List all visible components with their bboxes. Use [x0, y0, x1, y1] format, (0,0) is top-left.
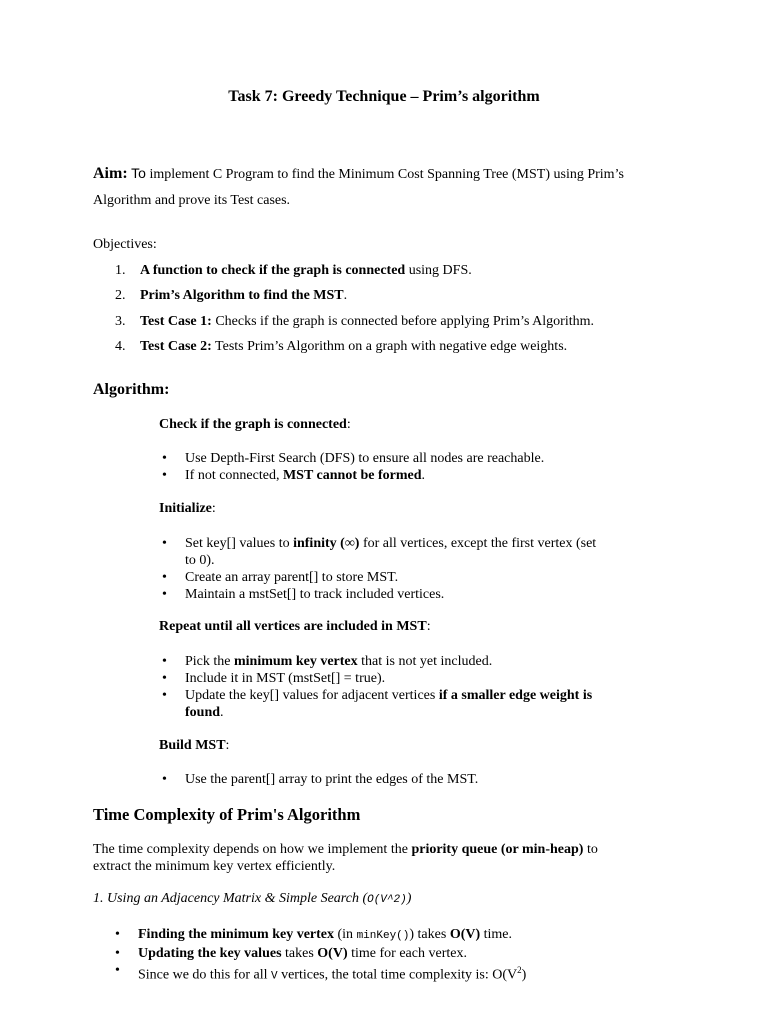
- para-text: to: [583, 842, 598, 857]
- build-mst-list: [159, 771, 659, 788]
- initialize-list: [159, 535, 659, 603]
- item-bold: A function to check if the graph is connected: [140, 263, 406, 278]
- item-text: time for each vertex.: [347, 946, 467, 961]
- item-text: .: [421, 468, 426, 483]
- list-item: [159, 467, 659, 484]
- item-bold: Updating the key values: [138, 946, 282, 961]
- item-bold: O(V): [317, 946, 348, 961]
- item-text: to 0).: [185, 553, 215, 568]
- list-item: [159, 653, 659, 670]
- item-text: using DFS.: [405, 263, 472, 278]
- item-text: Create an array parent[] to store MST.: [185, 570, 399, 585]
- check-connected-heading: [159, 417, 351, 433]
- list-item: [93, 339, 733, 364]
- item-bold: MST cannot be formed: [282, 468, 422, 483]
- item-number: 4.: [115, 338, 126, 354]
- item-text: ): [521, 967, 527, 983]
- list-item: [93, 314, 733, 339]
- aim-text-line2: Algorithm and prove its Test cases.: [93, 193, 291, 208]
- item-number: 2.: [115, 288, 126, 304]
- para-text: extract the minimum key vertex efficiently.: [93, 859, 336, 874]
- repeat-list: [159, 653, 659, 721]
- item-bold: found: [185, 705, 221, 720]
- time-complexity-paragraph: [93, 841, 673, 875]
- item-text: Pick the: [185, 654, 234, 669]
- item-text: that is not yet included.: [357, 654, 493, 669]
- item-text: Maintain a mstSet[] to track included vertices.: [185, 587, 445, 602]
- item-number: 1.: [115, 263, 126, 278]
- algorithm-heading: Algorithm:: [93, 381, 170, 398]
- item-text: takes: [281, 946, 318, 961]
- list-item: [93, 263, 733, 288]
- item-bold: infinity (∞): [293, 536, 360, 551]
- item-text: If not connected,: [185, 468, 283, 483]
- item-text: Use the parent[] array to print the edges of the MST.: [185, 772, 479, 787]
- repeat-heading: [159, 619, 431, 635]
- item-text: Set key[] values to: [185, 536, 294, 551]
- adjacency-matrix-subheading: [93, 891, 411, 907]
- subheading-code: O(V^2): [367, 894, 407, 906]
- list-item: [159, 687, 659, 721]
- item-text: Use Depth-First Search (DFS) to ensure all nodes are reachable.: [185, 451, 545, 466]
- item-text: for all vertices, except the first vertex (set: [359, 536, 597, 551]
- item-code: minKey(): [356, 930, 410, 942]
- aim-section: [93, 160, 693, 214]
- objectives-list: [93, 263, 733, 364]
- item-text: .: [343, 288, 348, 304]
- check-connected-list: [159, 450, 659, 484]
- item-code: V: [270, 970, 278, 983]
- item-number: 3.: [115, 313, 126, 329]
- list-item: [93, 288, 733, 313]
- para-bold: priority queue (or min-heap): [411, 842, 584, 857]
- item-bold: Test Case 2:: [140, 338, 212, 354]
- subheading-text: 1. Using an Adjacency Matrix & Simple Search (: [93, 891, 368, 906]
- item-text: time.: [480, 927, 513, 942]
- list-item: [159, 569, 659, 586]
- list-item: [159, 535, 659, 569]
- item-text: ) takes: [409, 927, 450, 942]
- aim-text-line1: implement C Program to find the Minimum Cost Spanning Tree (MST) using Prim’s: [145, 167, 624, 182]
- item-text: Tests Prim’s Algorithm on a graph with negative edge weights.: [211, 338, 568, 354]
- item-text: (in: [334, 927, 357, 942]
- item-superscript: 2: [517, 965, 522, 975]
- aim-to-word: To: [131, 165, 146, 181]
- subheading-text: ): [406, 891, 412, 906]
- list-item: [112, 945, 672, 962]
- initialize-heading: [159, 501, 216, 517]
- heading-text: Repeat until all vertices are included in MST: [159, 619, 427, 634]
- item-bold: Test Case 1:: [140, 313, 212, 329]
- item-bold: O(V): [449, 927, 481, 942]
- aim-label: Aim:: [93, 165, 128, 182]
- list-item: [159, 450, 659, 467]
- item-text: Since we do this for all: [138, 967, 271, 983]
- time-complexity-list: [112, 926, 672, 986]
- build-mst-heading: [159, 738, 229, 754]
- heading-colon: :: [346, 417, 351, 432]
- heading-text: Initialize: [159, 501, 212, 516]
- time-complexity-heading: Time Complexity of Prim's Algorithm: [93, 805, 361, 824]
- page-title: Task 7: Greedy Technique – Prim’s algorithm: [228, 88, 540, 105]
- heading-colon: :: [211, 501, 216, 516]
- item-text: Update the key[] values for adjacent vertices: [185, 688, 439, 703]
- item-bold: Finding the minimum key vertex: [138, 927, 334, 942]
- objectives-label: Objectives:: [93, 237, 157, 252]
- item-text: Checks if the graph is connected before applying Prim’s Algorithm.: [211, 313, 595, 329]
- list-item: [112, 926, 672, 945]
- item-bold: if a smaller edge weight is: [438, 688, 593, 703]
- list-item: [159, 586, 659, 603]
- item-text: vertices, the total time complexity is: O(V: [277, 967, 518, 983]
- heading-colon: :: [225, 738, 230, 753]
- heading-text: Build MST: [159, 738, 226, 753]
- list-item: [112, 962, 672, 986]
- item-bold: minimum key vertex: [234, 654, 358, 669]
- item-text: Include it in MST (mstSet[] = true).: [185, 671, 386, 686]
- heading-colon: :: [426, 619, 431, 634]
- list-item: [159, 771, 659, 788]
- item-text: .: [220, 705, 224, 720]
- list-item: [159, 670, 659, 687]
- para-text: The time complexity depends on how we implement the: [93, 842, 412, 857]
- heading-text: Check if the graph is connected: [159, 417, 347, 432]
- item-bold: Prim’s Algorithm to find the MST: [140, 288, 344, 304]
